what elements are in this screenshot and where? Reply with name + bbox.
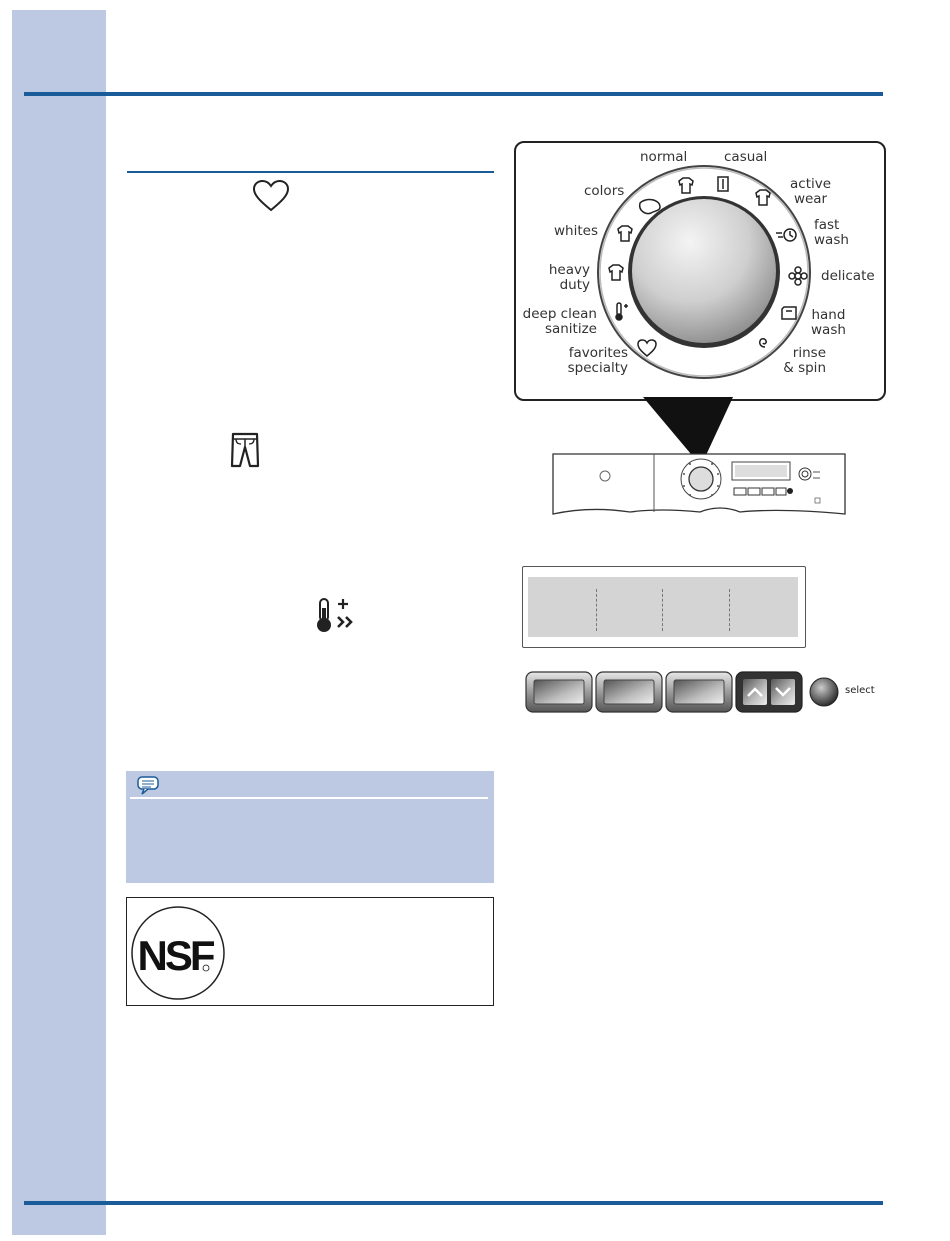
- option-button-1[interactable]: [526, 672, 592, 712]
- control-panel-illustration: [540, 394, 850, 520]
- note-divider: [130, 797, 488, 799]
- cycle-label-whites: whites: [554, 223, 598, 239]
- cycle-dial-callout: [514, 141, 886, 401]
- thermometer-plus-icon: [316, 596, 358, 634]
- cycle-label-colors: colors: [584, 183, 625, 199]
- lcd-segment-divider: [729, 589, 730, 631]
- lcd-segment-divider: [596, 589, 597, 631]
- cycle-label-fast-wash: fast wash: [814, 217, 849, 248]
- nsf-logo: [129, 902, 227, 1002]
- nsf-certification-box: [126, 897, 494, 1006]
- top-rule: [24, 92, 883, 96]
- cycle-label-favorites-specialty: favorites specialty: [567, 345, 628, 376]
- select-button[interactable]: [810, 678, 838, 706]
- jeans-icon: [230, 432, 260, 468]
- cycle-label-casual: casual: [724, 149, 768, 165]
- note-box: [126, 771, 494, 883]
- lcd-segment-divider: [662, 589, 663, 631]
- control-buttons: [524, 670, 844, 714]
- option-button-3[interactable]: [666, 672, 732, 712]
- select-label: select: [845, 685, 875, 696]
- bottom-rule: [24, 1201, 883, 1205]
- section-divider: [127, 171, 494, 173]
- heart-icon: [252, 179, 290, 213]
- cycle-label-hand-wash: hand wash: [811, 307, 846, 338]
- option-button-2[interactable]: [596, 672, 662, 712]
- cycle-label-rinse-spin: rinse & spin: [783, 345, 826, 376]
- nsf-logo-text: NSF: [137, 932, 213, 979]
- cycle-label-delicate: delicate: [821, 268, 875, 284]
- page-sidebar: [12, 10, 106, 1235]
- cycle-label-normal: normal: [640, 149, 688, 165]
- speech-bubble-icon: [136, 775, 162, 795]
- cycle-label-active-wear: active wear: [790, 176, 832, 207]
- cycle-label-heavy-duty: heavy duty: [548, 262, 590, 293]
- lcd-display-screen: [528, 577, 798, 637]
- up-down-button[interactable]: [736, 672, 802, 712]
- cycle-label-deep-clean-sanitize: deep clean sanitize: [522, 306, 597, 337]
- lcd-display: [522, 566, 806, 648]
